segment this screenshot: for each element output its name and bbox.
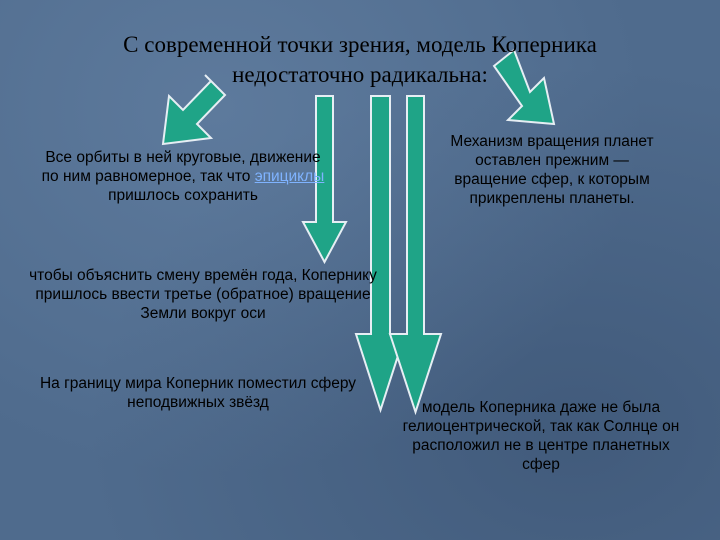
vertical-arrow-long-left xyxy=(356,96,405,410)
vertical-arrow-long-right xyxy=(390,96,441,412)
text-orbits-after: пришлось сохранить xyxy=(108,187,258,204)
text-boundary: На границу мира Коперник поместил сферу неподвижных звёзд xyxy=(39,375,357,411)
slide-title: С современной точки зрения, модель Коперника недостаточно радикальна: xyxy=(123,32,597,87)
text-orbits xyxy=(38,148,328,205)
text-orbits-before: Все орбиты в ней круговые, движение по ним равномерное, так что xyxy=(41,149,321,185)
text-seasons: чтобы объяснить смену времён года, Копернику пришлось ввести третье (обратное) вращение Земли вокруг оси xyxy=(29,267,377,322)
epicycles-link[interactable]: эпициклы xyxy=(254,168,325,185)
text-heliocentric: модель Коперника даже не была гелиоцентрической, так как Солнце он расположил не в центре планетных сфер xyxy=(402,399,680,473)
text-mechanism: Механизм вращения планет оставлен прежним — вращение сфер, к которым прикреплены планеты. xyxy=(450,133,654,207)
